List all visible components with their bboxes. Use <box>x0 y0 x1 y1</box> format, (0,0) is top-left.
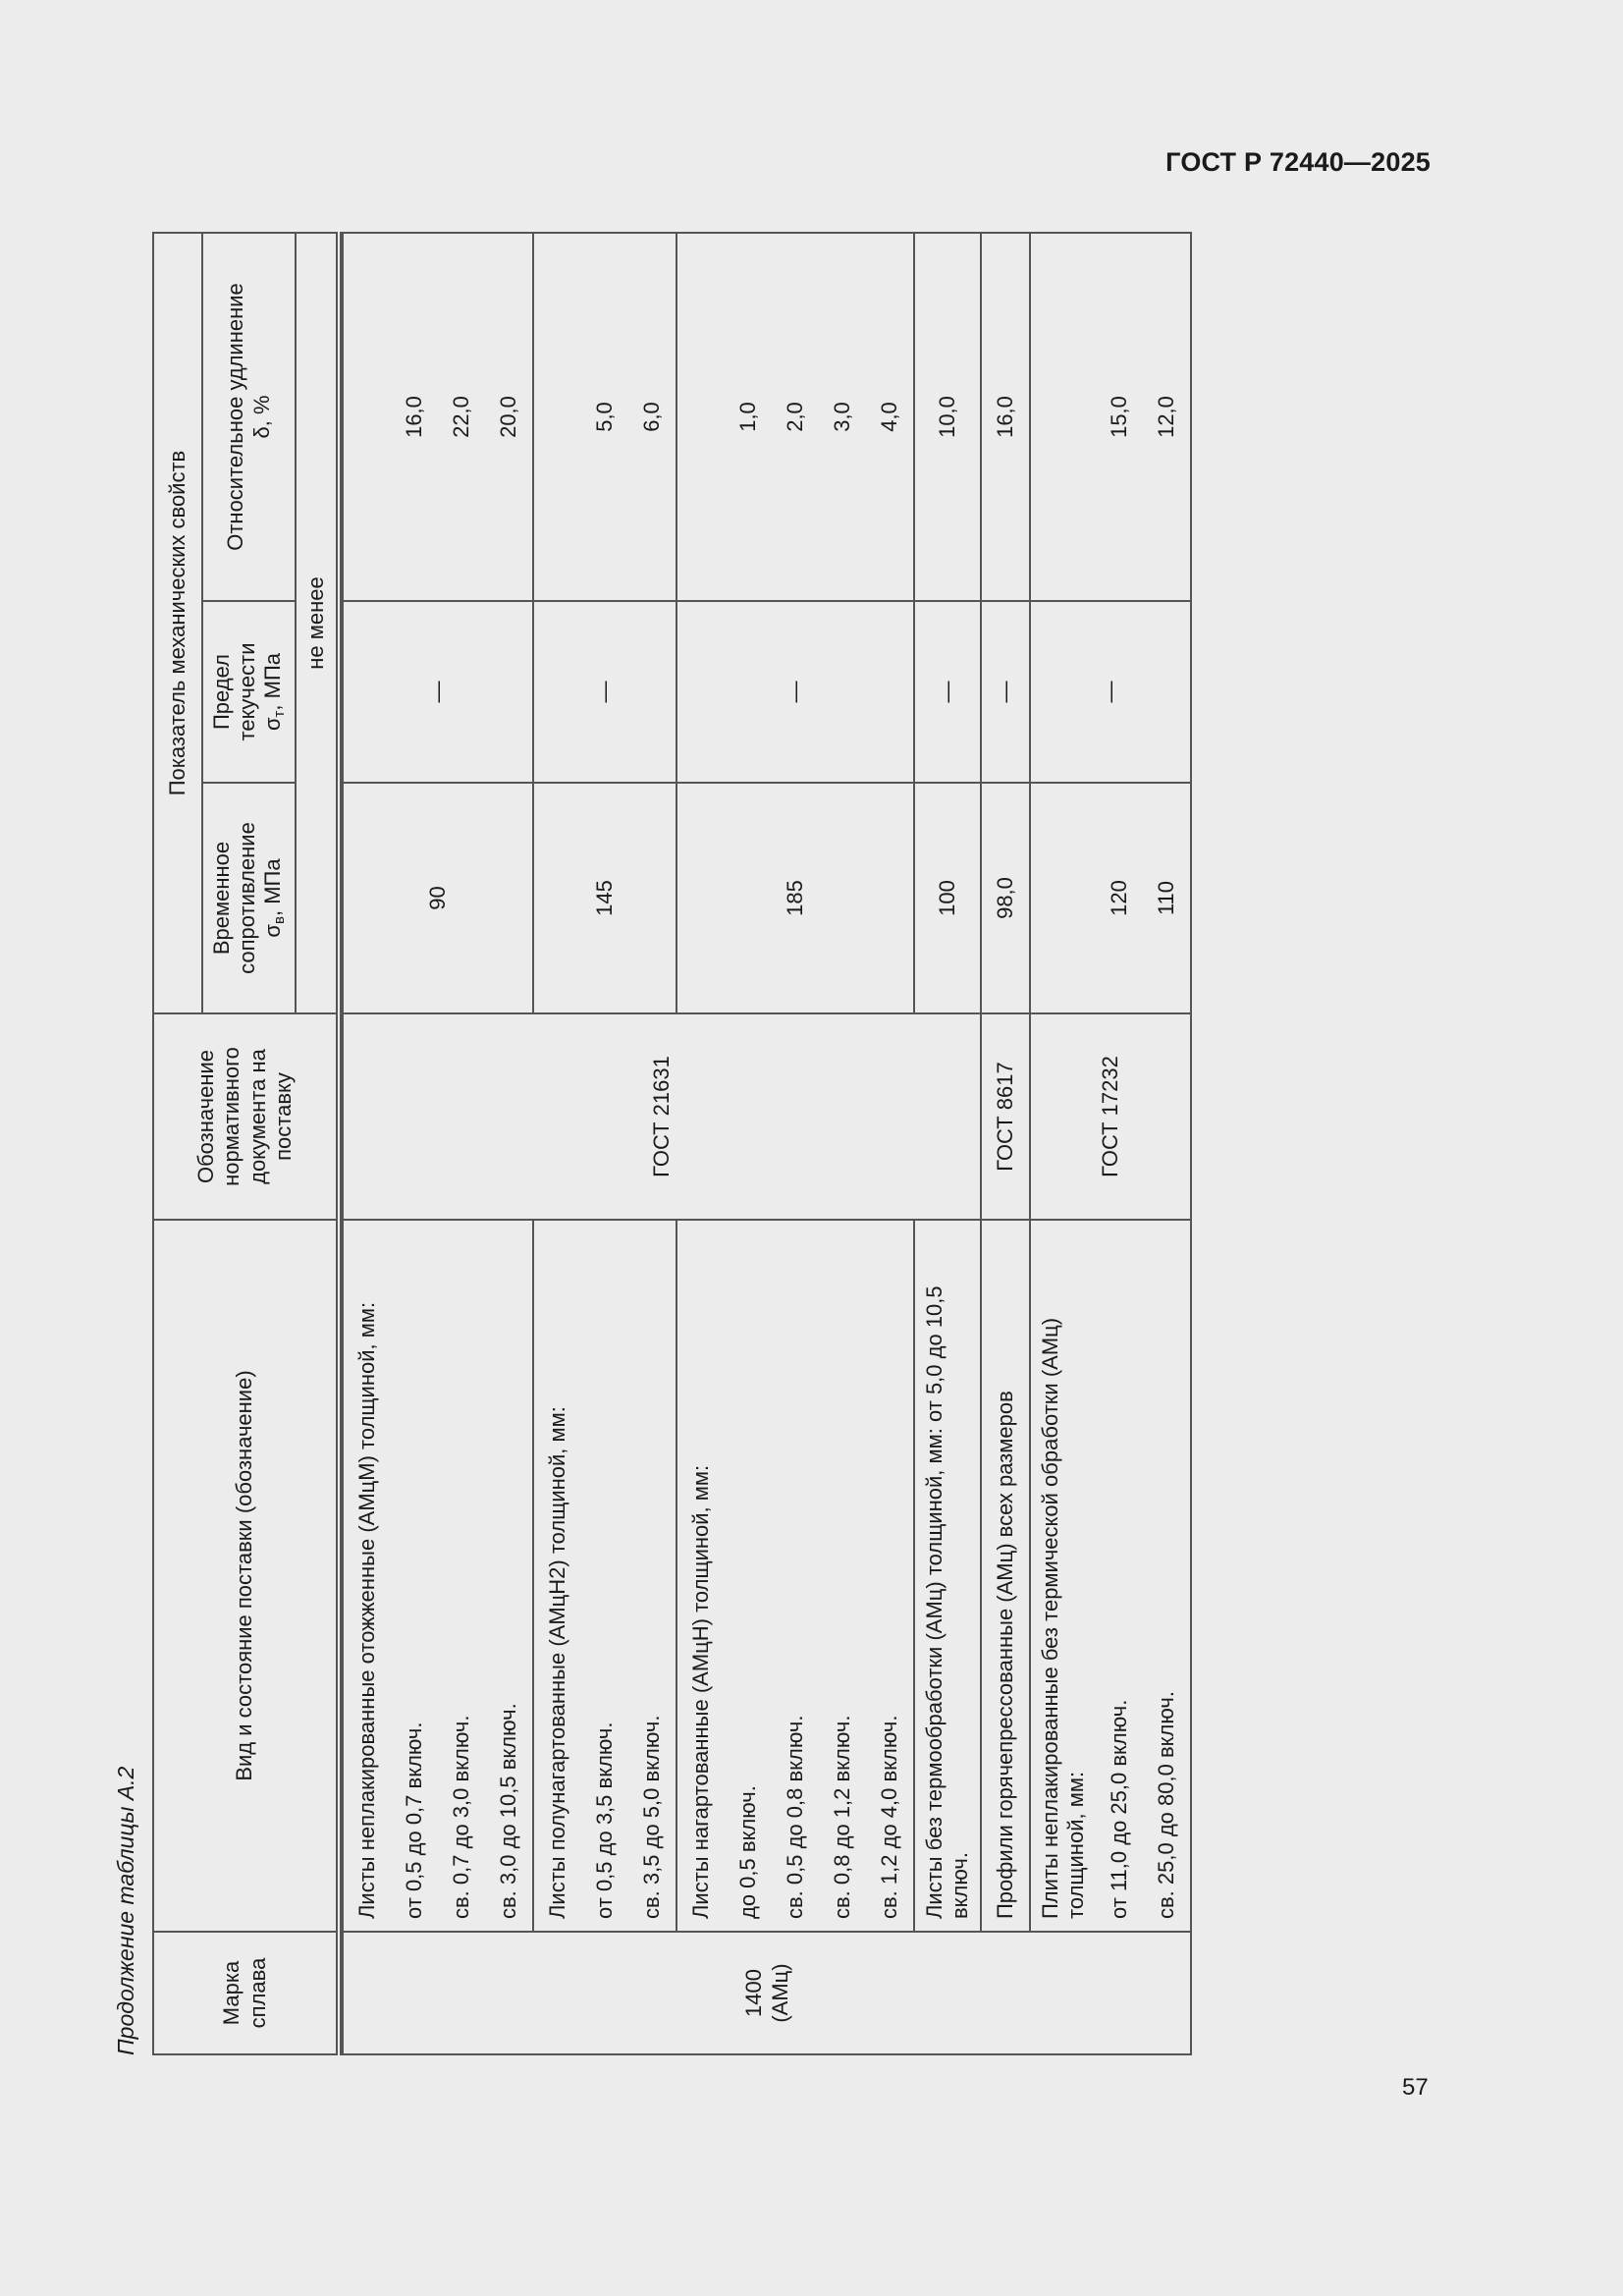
tensile-cell <box>1030 783 1096 1013</box>
header-elongation: Относительное удлинение δ, % <box>202 233 296 601</box>
elong-cell: 3,0 <box>819 233 866 601</box>
row-label: св. 25,0 до 80,0 включ. <box>1143 1220 1191 1932</box>
row-label: Профили горячепрессованные (АМц) всех размеров <box>981 1220 1030 1932</box>
row-label: св. 0,7 до 3,0 включ. <box>438 1220 485 1932</box>
elong-cell: 10,0 <box>914 233 981 601</box>
tensile-cell: 90 <box>343 783 533 1013</box>
tensile-cell: 100 <box>914 783 981 1013</box>
elong-cell: 20,0 <box>485 233 533 601</box>
rotated-table-block <box>113 3 1368 2055</box>
row-label: от 0,5 до 3,5 включ. <box>581 1220 628 1932</box>
elong-cell: 15,0 <box>1096 233 1143 601</box>
row-label: св. 0,5 до 0,8 включ. <box>772 1220 819 1932</box>
elong-cell: 5,0 <box>581 233 628 601</box>
yield-cell: — <box>981 601 1030 783</box>
elong-cell <box>343 233 391 601</box>
row-label: до 0,5 включ. <box>725 1220 772 1932</box>
doc-cell-gost-17232: ГОСТ 17232 <box>1030 1013 1191 1220</box>
row-label: Плиты неплакированные без термической обработки (АМц) толщиной, мм: <box>1030 1220 1096 1932</box>
header-yield: Предел текучести $\sigma_т$, МПа <box>202 601 296 783</box>
yield-cell: — <box>1030 601 1191 783</box>
row-label: св. 1,2 до 4,0 включ. <box>866 1220 914 1932</box>
doc-cell-gost-8617: ГОСТ 8617 <box>981 1013 1030 1220</box>
row-label: от 0,5 до 0,7 включ. <box>391 1220 438 1932</box>
row-label: св. 0,8 до 1,2 включ. <box>819 1220 866 1932</box>
tensile-cell: 120 <box>1096 783 1143 1013</box>
elong-cell: 4,0 <box>866 233 914 601</box>
elong-cell <box>1030 233 1096 601</box>
tensile-cell: 145 <box>533 783 676 1013</box>
row-label: св. 3,5 до 5,0 включ. <box>628 1220 676 1932</box>
elong-cell: 2,0 <box>772 233 819 601</box>
tensile-cell: 98,0 <box>981 783 1030 1013</box>
row-label: Листы без термообработки (АМц) толщиной, мм: от 5,0 до 10,5 включ. <box>914 1220 981 1932</box>
header-tensile: Временное сопротивление $\sigma_в$, МПа <box>202 783 296 1013</box>
elong-cell <box>676 233 725 601</box>
yield-cell: — <box>914 601 981 783</box>
header-not-less: не менее <box>296 233 339 1013</box>
doc-cell-gost-21631: ГОСТ 21631 <box>343 1013 981 1220</box>
grade-cell: 1400 (АМц) <box>343 1932 1191 2054</box>
yield-cell: — <box>676 601 914 783</box>
elong-cell: 1,0 <box>725 233 772 601</box>
header-grade: Марка сплава <box>153 1932 339 2054</box>
header-mech-group: Показатель механических свойств <box>153 233 202 1013</box>
tensile-cell: 185 <box>676 783 914 1013</box>
elong-cell: 16,0 <box>391 233 438 601</box>
elong-cell: 22,0 <box>438 233 485 601</box>
table-row <box>981 233 1030 2054</box>
header-kind: Вид и состояние поставки (обозначение) <box>153 1220 339 1932</box>
table-caption: Продолжение таблицы А.2 <box>113 1766 138 2055</box>
row-label: Листы нагартованные (АМцН) толщиной, мм: <box>676 1220 725 1932</box>
page-number: 57 <box>1402 2074 1429 2101</box>
row-label: Листы неплакированные отожженные (АМцМ) толщиной, мм: <box>343 1220 391 1932</box>
table-row <box>1030 233 1096 2054</box>
row-label: Листы полунагартованные (АМцН2) толщиной, мм: <box>533 1220 581 1932</box>
mechanical-properties-table <box>152 232 1192 2055</box>
header-doc: Обозначение нормативного документа на поставку <box>153 1013 339 1220</box>
tensile-cell: 110 <box>1143 783 1191 1013</box>
row-label: св. 3,0 до 10,5 включ. <box>485 1220 533 1932</box>
elong-cell <box>533 233 581 601</box>
yield-cell: — <box>533 601 676 783</box>
row-label: от 11,0 до 25,0 включ. <box>1096 1220 1143 1932</box>
elong-cell: 16,0 <box>981 233 1030 601</box>
yield-cell: — <box>343 601 533 783</box>
document-id: ГОСТ Р 72440—2025 <box>1165 147 1431 177</box>
table-row <box>343 233 391 2054</box>
elong-cell: 6,0 <box>628 233 676 601</box>
elong-cell: 12,0 <box>1143 233 1191 601</box>
